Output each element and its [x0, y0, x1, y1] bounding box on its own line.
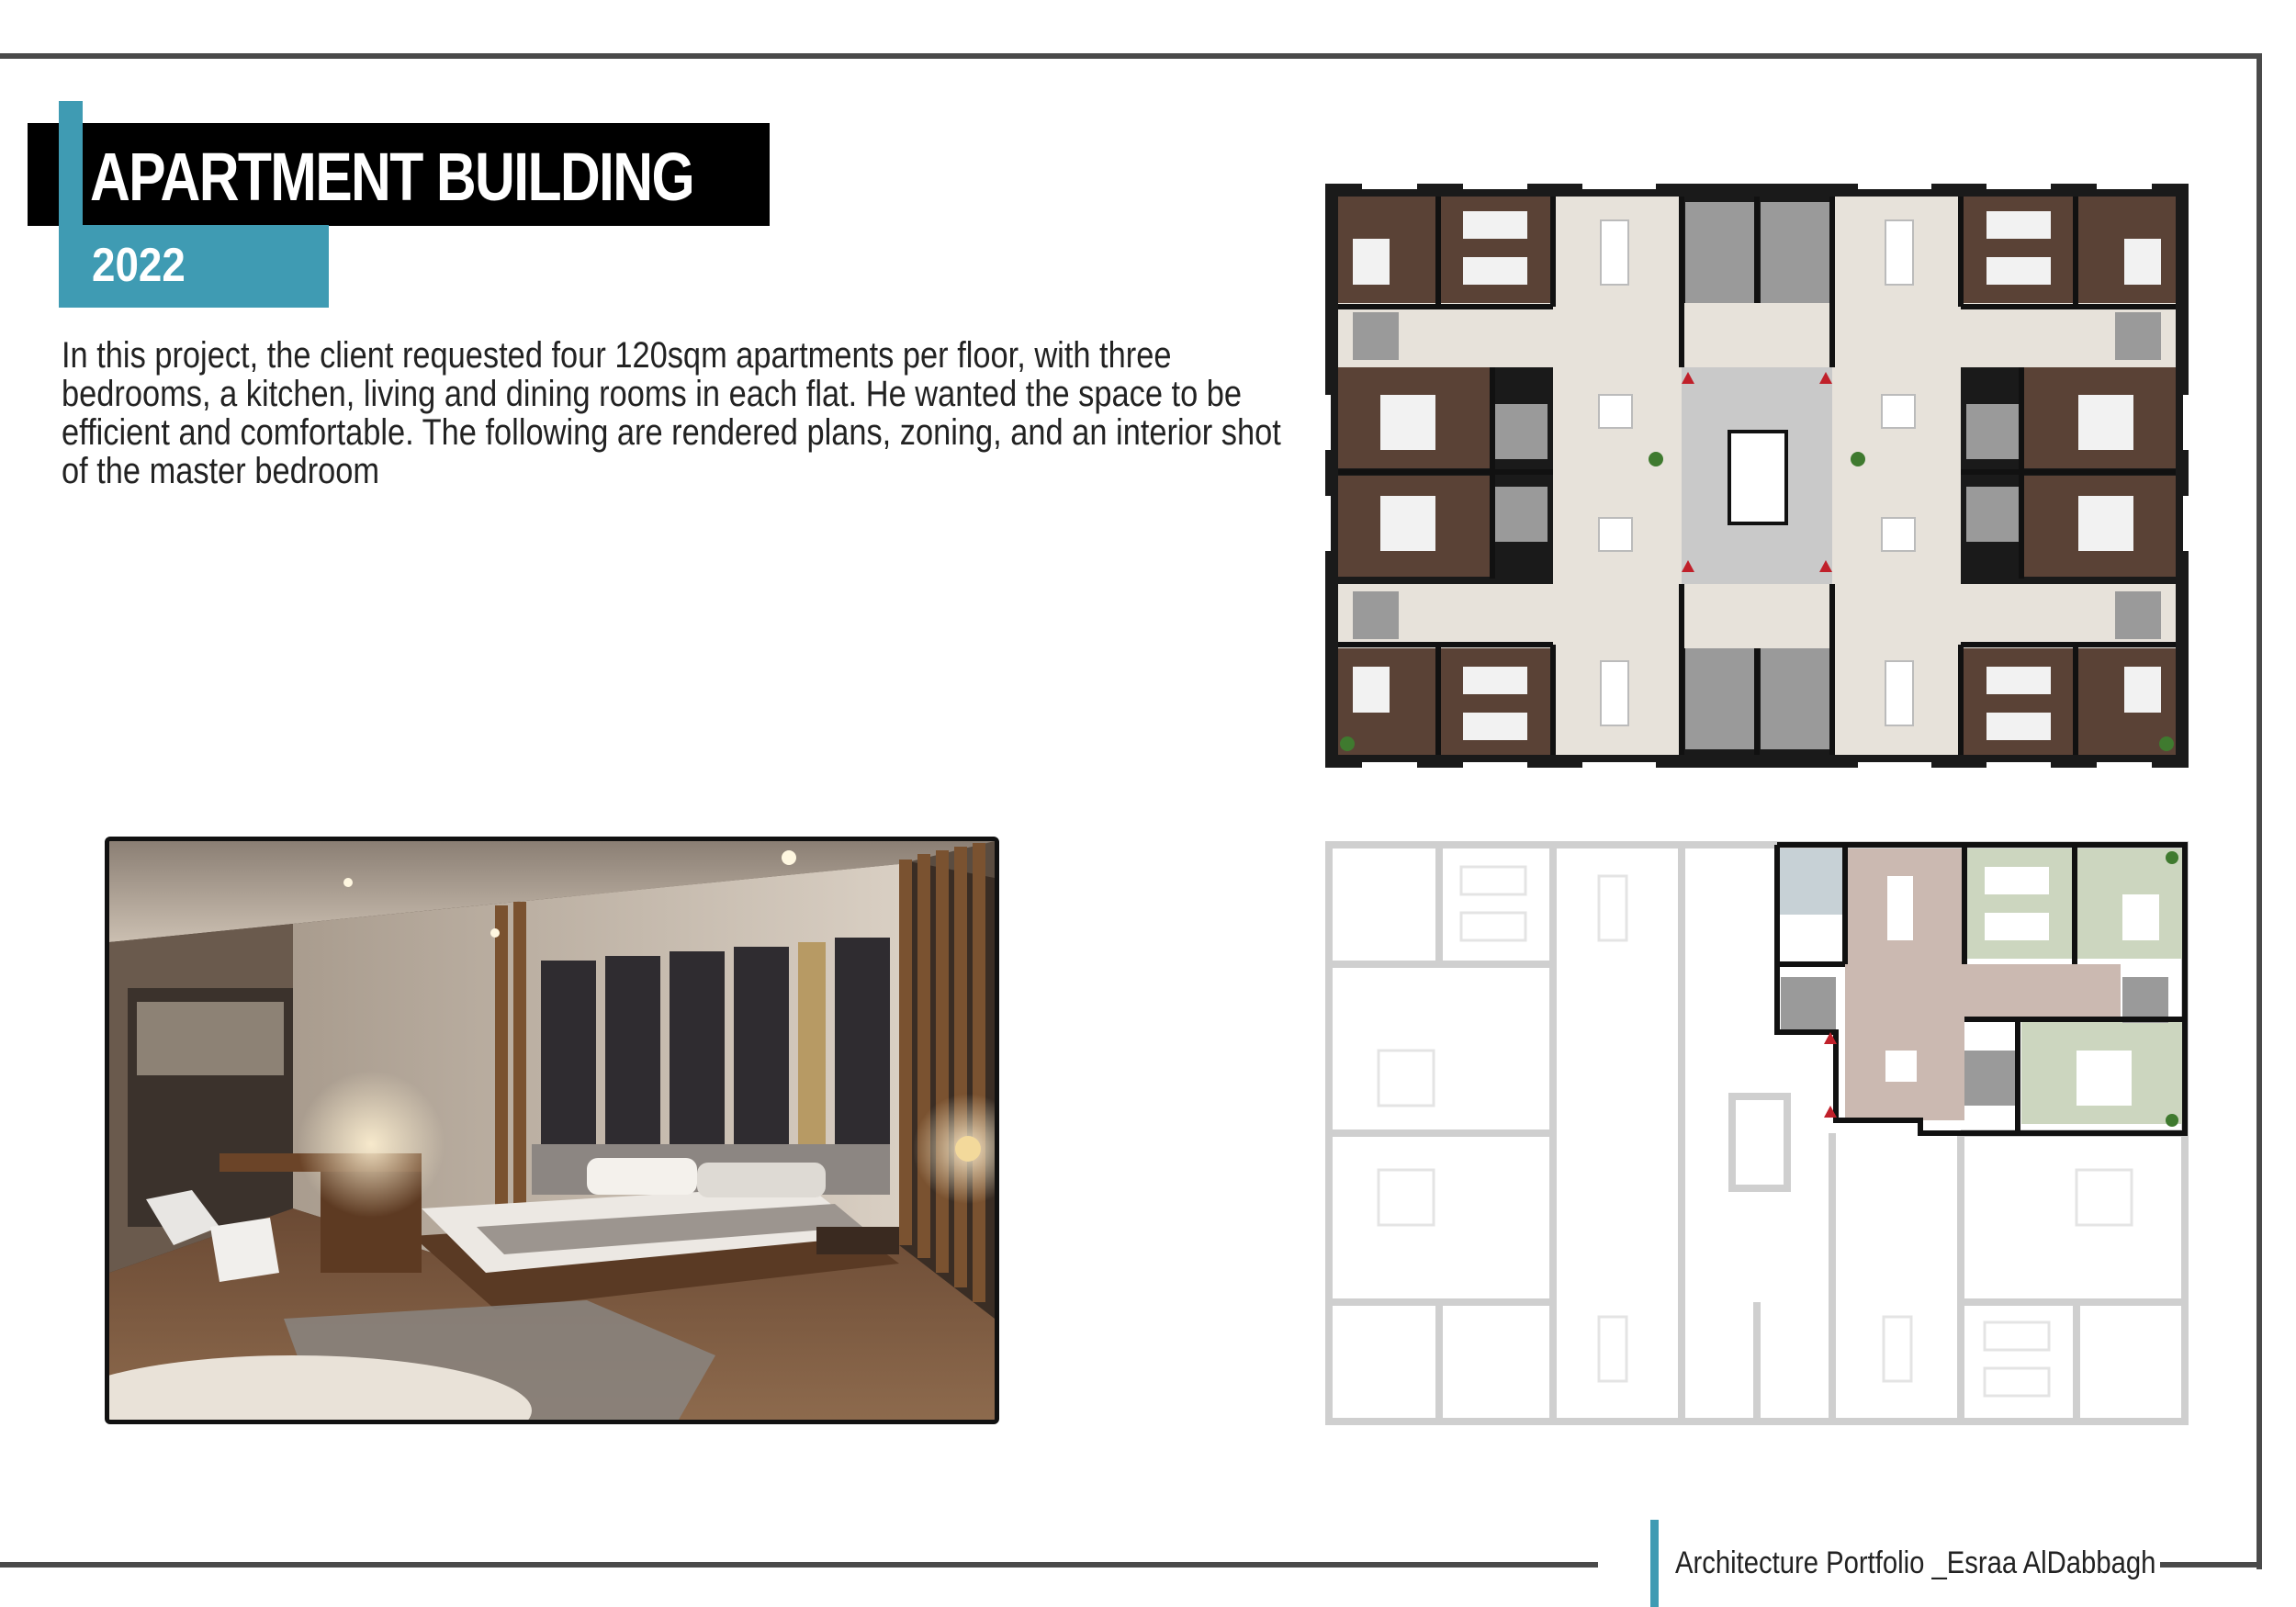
frame-right-line — [2257, 53, 2262, 1569]
project-description: In this project, the client requested four 120sqm apartments per floor, with three bedrooms, a kitchen, living and dining rooms in each flat. He wanted the space to be efficient and comfortable. The following are rendered plans, zoning, and an interior shot of the master bedroom — [62, 335, 1281, 491]
zoning-floor-plan — [1323, 839, 2190, 1427]
master-bedroom-illustration — [109, 841, 995, 1420]
footer-caption: Architecture Portfolio _Esraa AlDabbagh — [1675, 1545, 2156, 1580]
master-bedroom-render — [105, 837, 999, 1424]
frame-bottom-line-end — [2160, 1562, 2262, 1568]
project-year: 2022 — [92, 239, 186, 292]
frame-top-line — [0, 53, 2262, 59]
frame-bottom-line — [0, 1562, 1598, 1568]
page-title: APARTMENT BUILDING — [90, 139, 694, 215]
footer-accent-bar — [1650, 1520, 1659, 1607]
title-accent-bar — [59, 101, 83, 225]
rendered-floor-plan — [1325, 184, 2189, 768]
